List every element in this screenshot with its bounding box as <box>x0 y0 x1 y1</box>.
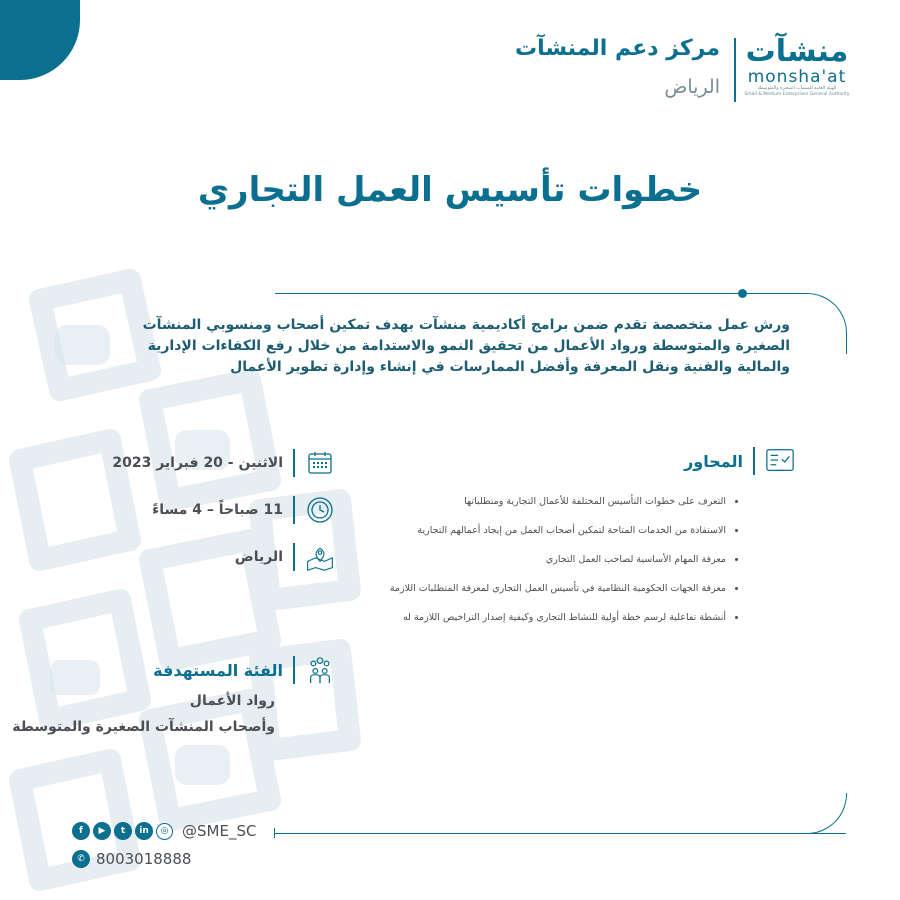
intro-text: ورش عمل متخصصة تقدم ضمن برامج أكاديمية منشآت بهدف تمكين أصحاب ومنسوبي المنشآت الصغيرة والمتوسطة ورواد الأعمال من تحقيق النمو والاستدامة من خلال رفع الكفاءات الإدارية والمالية والفنية ونقل المعرفة وأفضل الممارسات في إنشاء وإدارة تطوير الأعمال <box>142 317 790 375</box>
event-time: 11 صباحاً – 4 مساءً <box>152 502 283 518</box>
date-divider <box>293 449 295 477</box>
instagram-icon[interactable]: ◎ <box>156 823 173 840</box>
date-row <box>112 448 335 478</box>
event-location: الرياض <box>234 549 283 565</box>
youtube-icon[interactable]: ▶ <box>93 822 111 840</box>
axes-item: • معرفة الجهات الحكومية النظامية في تأسيس العمل التجاري لمعرفة المتطلبات اللازمة <box>246 582 726 596</box>
axes-item: • معرفة المهام الأساسية لصاحب العمل التجاري <box>246 553 726 567</box>
header-divider <box>734 38 736 102</box>
checklist-icon <box>765 446 795 476</box>
linkedin-icon[interactable]: in <box>135 822 153 840</box>
time-row <box>152 495 335 525</box>
axes-item: • الاستفادة من الخدمات المتاحة لتمكين أصحاب العمل من إيجاد أعمالهم التجارية <box>246 524 726 538</box>
event-date: الاثنين - 20 فبراير 2023 <box>112 455 283 471</box>
page-title: خطوات تأسيس العمل التجاري <box>197 170 703 210</box>
logo-sub-ar: الهيئة العامة للمنشآت الصغيرة والمتوسطة <box>757 86 837 91</box>
calendar-icon <box>305 448 335 478</box>
time-divider <box>293 496 295 524</box>
logo-sub-en: Small & Medium Enterprises General Authority <box>744 92 850 97</box>
footer-curve <box>744 793 847 834</box>
location-row <box>235 542 335 572</box>
audience-header <box>153 655 335 685</box>
axes-title: المحاور <box>684 451 743 471</box>
footer-tick <box>274 828 275 838</box>
facebook-icon[interactable]: f <box>72 822 90 840</box>
audience-divider <box>293 656 295 684</box>
twitter-icon[interactable]: t <box>114 822 132 840</box>
logo-english: monsha'at <box>747 67 847 87</box>
phone-contact <box>72 850 191 868</box>
phone-number[interactable]: 8003018888 <box>96 850 192 868</box>
audience-item: وأصحاب المنشآت الصغيرة والمتوسطة <box>12 719 275 735</box>
axes-header <box>684 446 795 476</box>
axes-item: • أنشطة تفاعلية لرسم خطة أولية للنشاط التجاري وكيفية إصدار التراخيص اللازمة له <box>246 611 726 625</box>
location-divider <box>293 543 295 571</box>
social-handle[interactable]: @SME_SC <box>182 822 257 840</box>
group-icon <box>305 655 335 685</box>
monshaat-logo <box>742 36 852 98</box>
axes-item: • التعرف على خطوات التأسيس المختلفة للأعمال التجارية ومتطلباتها <box>246 495 726 509</box>
center-city: الرياض <box>664 76 720 98</box>
intro-line <box>275 293 745 294</box>
audience-title: الفئة المستهدفة <box>153 660 283 680</box>
corner-decoration <box>0 0 80 80</box>
logo-arabic: منشآت <box>745 34 849 69</box>
map-pin-icon <box>305 542 335 572</box>
social-links <box>72 822 256 840</box>
axes-divider <box>753 447 755 475</box>
audience-item: رواد الأعمال <box>189 693 275 709</box>
footer-line <box>274 833 846 834</box>
center-name: مركز دعم المنشآت <box>515 36 720 61</box>
clock-icon <box>305 495 335 525</box>
phone-icon: ✆ <box>72 850 90 868</box>
audience-list <box>12 688 275 740</box>
